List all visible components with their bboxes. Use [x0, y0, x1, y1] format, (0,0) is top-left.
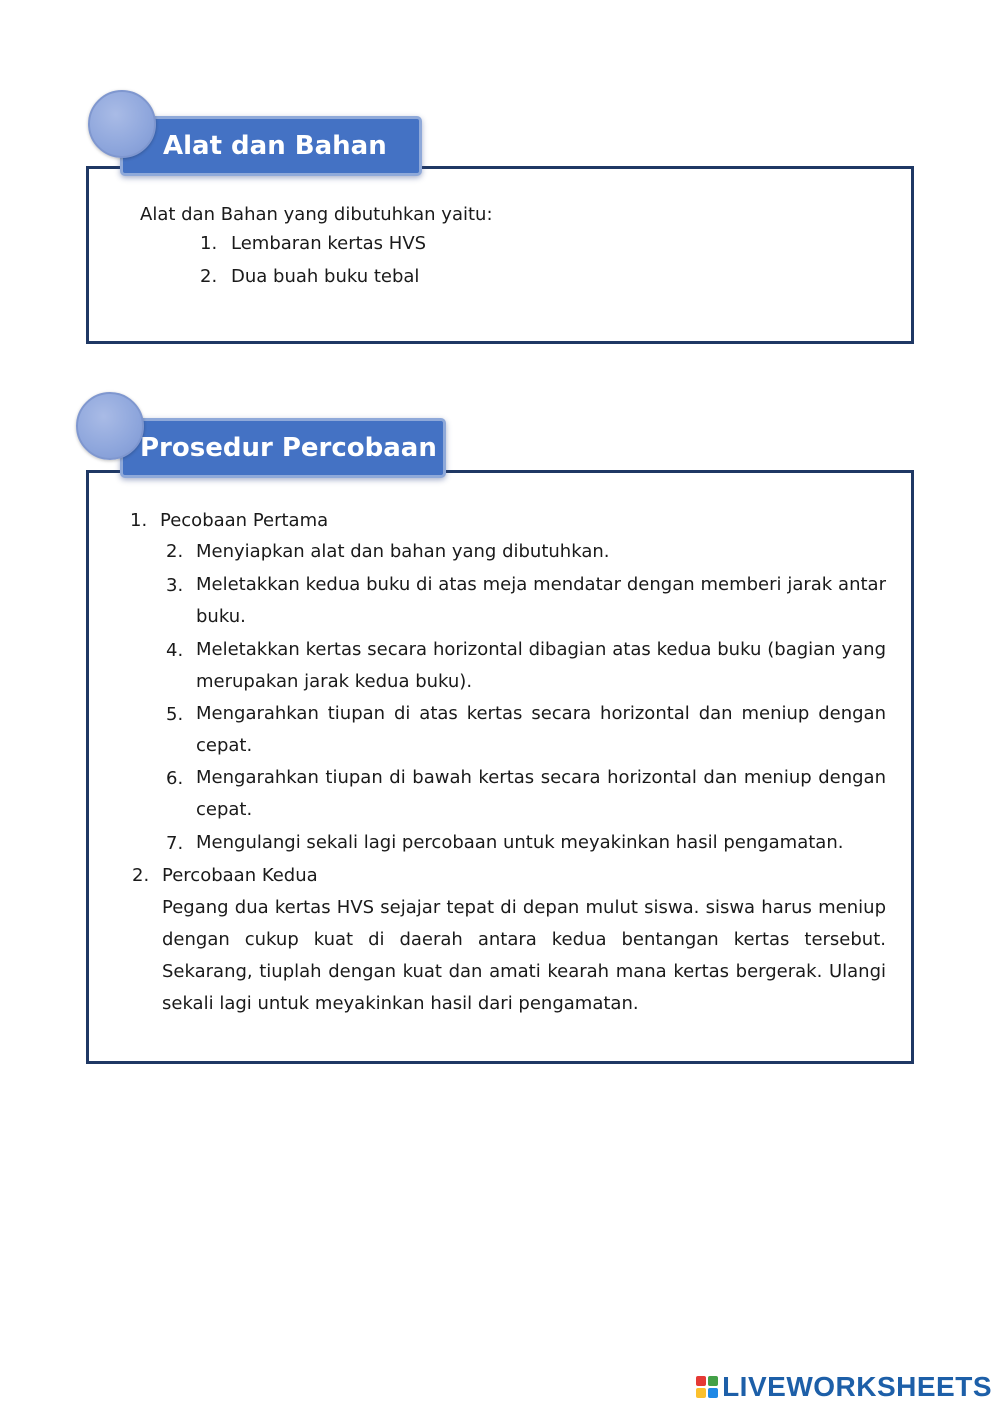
step-text: Meletakkan kedua buku di atas meja mendatar dengan memberi jarak antar buku.	[196, 574, 886, 627]
materials-item-number: 1.	[200, 233, 218, 254]
procedure-title-tab: Prosedur Percobaan	[120, 418, 446, 478]
step-text: Mengulangi sekali lagi percobaan untuk meyakinkan hasil pengamatan.	[196, 832, 844, 853]
materials-item-number: 2.	[200, 266, 218, 287]
decorative-circle	[76, 392, 144, 460]
materials-item: Dua buah buku tebal	[231, 266, 420, 287]
step-number: 2.	[166, 541, 184, 562]
liveworksheets-logo	[696, 1369, 992, 1405]
decorative-circle	[88, 90, 156, 158]
materials-intro: Alat dan Bahan yang dibutuhkan yaitu:	[140, 204, 493, 225]
part2-number: 2.	[132, 865, 150, 886]
logo-text: LIVEWORKSHEETS	[722, 1371, 992, 1402]
materials-box	[86, 166, 914, 344]
step-number: 5.	[166, 704, 184, 725]
part2-text: Pegang dua kertas HVS sejajar tepat di depan mulut siswa. siswa harus meniup dengan cukup kuat di daerah antara kedua bentangan kertas tersebut. Sekarang, tiuplah dengan kuat dan amati kearah mana kertas bergerak. Ulangi sekali lagi untuk meyakinkan hasil dari pengamatan.	[162, 897, 886, 1014]
step-text: Mengarahkan tiupan di bawah kertas secara horizontal dan meniup dengan cepat.	[196, 767, 886, 820]
part1-title: Pecobaan Pertama	[160, 510, 329, 531]
part2-title: Percobaan Kedua	[162, 865, 318, 886]
step-text: Menyiapkan alat dan bahan yang dibutuhkan.	[196, 541, 610, 562]
part1-number: 1.	[130, 510, 148, 531]
materials-title-tab: Alat dan Bahan	[120, 116, 422, 176]
step-text: Mengarahkan tiupan di atas kertas secara horizontal dan meniup dengan cepat.	[196, 703, 886, 756]
materials-item: Lembaran kertas HVS	[231, 233, 427, 254]
logo-square	[708, 1388, 718, 1398]
logo-square	[696, 1376, 706, 1386]
step-number: 4.	[166, 640, 184, 661]
step-number: 3.	[166, 575, 184, 596]
logo-square	[708, 1376, 718, 1386]
logo-icon	[696, 1376, 718, 1398]
step-number: 6.	[166, 768, 184, 789]
step-number: 7.	[166, 833, 184, 854]
step-text: Meletakkan kertas secara horizontal dibagian atas kedua buku (bagian yang merupakan jarak kedua buku).	[196, 639, 886, 692]
logo-square	[696, 1388, 706, 1398]
